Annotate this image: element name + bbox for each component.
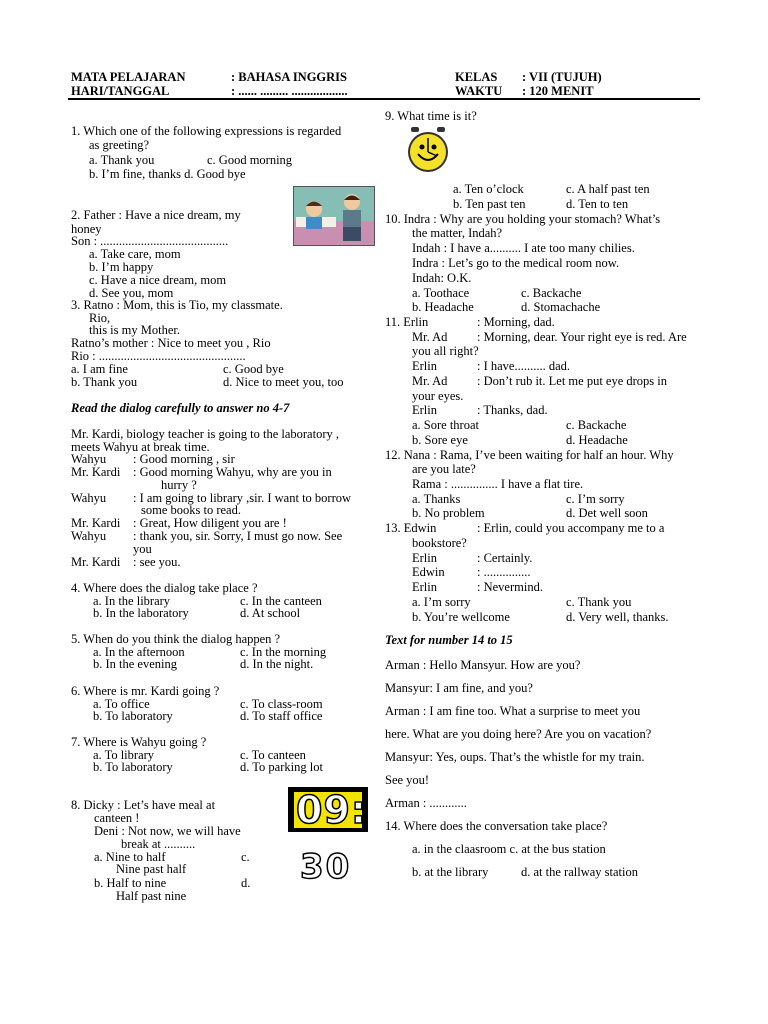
q13-speaker: Erlin xyxy=(412,551,437,565)
q8-option-c-letter: c. xyxy=(241,850,250,864)
dialog-line-cont: you xyxy=(133,542,152,556)
dialog-line: : I am going to library ,sir. I want to borrow xyxy=(133,491,352,505)
q3-rio-line: Rio : ............................................... xyxy=(71,349,246,363)
q9-stem: 9. What time is it? xyxy=(385,109,477,123)
q11-speaker: Mr. Ad xyxy=(412,374,448,388)
q3-option-b: b. Thank you xyxy=(71,375,138,389)
q7-stem: 7. Where is Wahyu going ? xyxy=(71,735,207,749)
q3-mother-line: Ratno’s mother : Nice to meet you , Rio xyxy=(71,336,271,350)
q5-option-c: c. In the morning xyxy=(240,645,327,659)
class-value: : VII (TUJUH) xyxy=(522,70,602,84)
q12-stem-cont: are you late? xyxy=(412,462,476,476)
q2-stem: 2. Father : Have a nice dream, my xyxy=(71,208,241,222)
q10-option-c: c. Backache xyxy=(521,286,582,300)
digital-clock-frame xyxy=(288,787,368,832)
q9-option-b: b. Ten past ten xyxy=(453,197,526,211)
q2-stem-cont: honey xyxy=(71,222,102,236)
q10-option-b: b. Headache xyxy=(412,300,474,314)
q2-son-line: Son : ......................................... xyxy=(71,234,229,248)
dialog-intro: Mr. Kardi, biology teacher is going to the laboratory , xyxy=(71,427,339,441)
q12-option-c: c. I’m sorry xyxy=(566,492,625,506)
q12-option-a: a. Thanks xyxy=(412,492,461,506)
q8-stem-cont2: Deni : Not now, we will have xyxy=(94,824,241,838)
q3-stem-cont2: this is my Mother. xyxy=(89,323,180,337)
time-label: WAKTU xyxy=(455,84,503,98)
q11-option-b: b. Sore eye xyxy=(412,433,468,447)
q4-option-b: b. In the laboratory xyxy=(93,606,189,620)
dialog-line: : Good morning , sir xyxy=(133,452,235,466)
q11-line-cont: your eyes. xyxy=(412,389,464,403)
q11-speaker: Mr. Ad xyxy=(412,330,448,344)
q3-stem: 3. Ratno : Mom, this is Tio, my classmate. xyxy=(71,298,283,312)
dialog-speaker: Mr. Kardi xyxy=(71,555,121,569)
q3-stem-cont: Rio, xyxy=(89,311,111,325)
q11-line: : Thanks, dad. xyxy=(477,403,548,417)
q12-option-d: d. Det well soon xyxy=(566,506,648,520)
q10-option-d: d. Stomachache xyxy=(521,300,601,314)
q2-option-c: c. Have a nice dream, mom xyxy=(89,273,227,287)
father-son-illustration xyxy=(293,186,375,246)
q8-option-d-letter: d. xyxy=(241,876,251,890)
q14-options-row1: a. in the claasroom c. at the bus station xyxy=(412,842,606,856)
q13-option-d: d. Very well, thanks. xyxy=(566,610,669,624)
q4-stem: 4. Where does the dialog take place ? xyxy=(71,581,258,595)
text-line: Mansyur: I am fine, and you? xyxy=(385,681,533,695)
q13-line-cont: bookstore? xyxy=(412,536,467,550)
q8-stem-cont3: break at .......... xyxy=(121,837,196,851)
q7-option-c: c. To canteen xyxy=(240,748,306,762)
q3-option-d: d. Nice to meet you, too xyxy=(223,375,344,389)
q9-option-c: c. A half past ten xyxy=(566,182,650,196)
q6-option-a: a. To office xyxy=(93,697,150,711)
q4-option-a: a. In the library xyxy=(93,594,171,608)
q10-stem-cont: the matter, Indah? xyxy=(412,226,503,240)
q11-speaker: Erlin xyxy=(412,403,437,417)
dialog-speaker: Wahyu xyxy=(71,491,107,505)
q9-option-a: a. Ten o’clock xyxy=(453,182,524,196)
q14-option-b: b. at the library xyxy=(412,865,489,879)
text-line: Arman : I am fine too. What a surprise to meet you xyxy=(385,704,641,718)
dialog-speaker: Wahyu xyxy=(71,529,107,543)
smiley-clock-icon xyxy=(405,126,451,174)
header-divider xyxy=(68,98,700,100)
q1-option-c: c. Good morning xyxy=(207,153,293,167)
day-value: : ...... ......... .................. xyxy=(231,84,348,98)
q8-option-d: Half past nine xyxy=(116,889,187,903)
dialog-line-cont: hurry ? xyxy=(161,478,197,492)
q1-option-a: a. Thank you xyxy=(89,153,155,167)
dialog-speaker: Mr. Kardi xyxy=(71,465,121,479)
q11-line-cont: you all right? xyxy=(412,344,479,358)
q13-line: : ............... xyxy=(477,565,531,579)
q8-stem-cont: canteen ! xyxy=(94,811,140,825)
dialog-line: : thank you, sir. Sorry, I must go now. See xyxy=(133,529,343,543)
q2-option-a: a. Take care, mom xyxy=(89,247,181,261)
text-line: Arman : ............ xyxy=(385,796,467,810)
dialog-line-cont: some books to read. xyxy=(141,503,241,517)
time-value: : 120 MENIT xyxy=(522,84,594,98)
q2-option-d: d. See you, mom xyxy=(89,286,174,300)
q1-stem-cont: as greeting? xyxy=(89,138,150,152)
q8-option-a: a. Nine to half xyxy=(94,850,166,864)
q3-option-c: c. Good bye xyxy=(223,362,284,376)
text-line: here. What are you doing here? Are you on vacation? xyxy=(385,727,652,741)
clock-minutes: 30 xyxy=(300,847,352,887)
q7-option-b: b. To laboratory xyxy=(93,760,173,774)
dialog-line: : Good morning Wahyu, why are you in xyxy=(133,465,332,479)
dialog-speaker: Mr. Kardi xyxy=(71,516,121,530)
subject-label: MATA PELAJARAN xyxy=(71,70,186,84)
dialog-line: : see you. xyxy=(133,555,181,569)
q13-option-b: b. You’re wellcome xyxy=(412,610,510,624)
q12-option-b: b. No problem xyxy=(412,506,485,520)
q10-line: Indah: O.K. xyxy=(412,271,472,285)
q10-line: Indra : Let’s go to the medical room now. xyxy=(412,256,620,270)
class-label: KELAS xyxy=(455,70,498,84)
q8-option-b: b. Half to nine xyxy=(94,876,167,890)
q11-speaker: 11. Erlin xyxy=(385,315,429,329)
q5-option-d: d. In the night. xyxy=(240,657,314,671)
dialog-speaker: Wahyu xyxy=(71,452,107,466)
q13-line: : Nevermind. xyxy=(477,580,543,594)
q10-line: Indah : I have a.......... I ate too many chilies. xyxy=(412,241,635,255)
q13-line: : Erlin, could you accompany me to a xyxy=(477,521,665,535)
q11-option-d: d. Headache xyxy=(566,433,628,447)
subject-value: : BAHASA INGGRIS xyxy=(231,70,347,84)
q12-stem: 12. Nana : Rama, I’ve been waiting for half an hour. Why xyxy=(385,448,674,462)
q14-option-d: d. at the rallway station xyxy=(521,865,638,879)
clock-hours: 09: xyxy=(296,788,368,832)
text-heading: Text for number 14 to 15 xyxy=(385,633,513,647)
q5-stem: 5. When do you think the dialog happen ? xyxy=(71,632,281,646)
q13-line: : Certainly. xyxy=(477,551,533,565)
day-label: HARI/TANGGAL xyxy=(71,84,170,98)
q6-option-c: c. To class-room xyxy=(240,697,323,711)
q4-option-c: c. In the canteen xyxy=(240,594,322,608)
q8-option-c: Nine past half xyxy=(116,862,187,876)
q11-speaker: Erlin xyxy=(412,359,437,373)
text-line: Arman : Hello Mansyur. How are you? xyxy=(385,658,581,672)
text-line: Mansyur: Yes, oups. That’s the whistle for my train. xyxy=(385,750,645,764)
q7-option-d: d. To parking lot xyxy=(240,760,323,774)
q6-stem: 6. Where is mr. Kardi going ? xyxy=(71,684,220,698)
q11-line: : I have.......... dad. xyxy=(477,359,571,373)
q8-stem: 8. Dicky : Let’s have meal at xyxy=(71,798,216,812)
q7-option-a: a. To library xyxy=(93,748,155,762)
q4-option-d: d. At school xyxy=(240,606,301,620)
q11-line: : Don’t rub it. Let me put eye drops in xyxy=(477,374,668,388)
q13-speaker: Erlin xyxy=(412,580,437,594)
q14-stem: 14. Where does the conversation take place? xyxy=(385,819,608,833)
q13-option-c: c. Thank you xyxy=(566,595,632,609)
q3-option-a: a. I am fine xyxy=(71,362,128,376)
q13-speaker: 13. Edwin xyxy=(385,521,437,535)
q10-stem: 10. Indra : Why are you holding your stomach? What’s xyxy=(385,212,661,226)
text-line: See you! xyxy=(385,773,430,787)
q6-option-d: d. To staff office xyxy=(240,709,323,723)
q13-speaker: Edwin xyxy=(412,565,445,579)
q11-option-a: a. Sore throat xyxy=(412,418,479,432)
q5-option-b: b. In the evening xyxy=(93,657,178,671)
q6-option-b: b. To laboratory xyxy=(93,709,173,723)
q11-line: : Morning, dad. xyxy=(477,315,555,329)
q1-option-b: b. I’m fine, thanks d. Good bye xyxy=(89,167,246,181)
dialog-line: : Great, How diligent you are ! xyxy=(133,516,287,530)
q10-option-a: a. Toothace xyxy=(412,286,470,300)
q1-stem: 1. Which one of the following expressions is regarded xyxy=(71,124,342,138)
q9-option-d: d. Ten to ten xyxy=(566,197,629,211)
q2-option-b: b. I’m happy xyxy=(89,260,154,274)
dialog-heading: Read the dialog carefully to answer no 4-7 xyxy=(71,401,290,415)
q13-option-a: a. I’m sorry xyxy=(412,595,471,609)
q11-line: : Morning, dear. Your right eye is red. Are xyxy=(477,330,687,344)
q12-line: Rama : ............... I have a flat tire. xyxy=(412,477,584,491)
q5-option-a: a. In the afternoon xyxy=(93,645,185,659)
q11-option-c: c. Backache xyxy=(566,418,627,432)
dialog-intro-cont: meets Wahyu at break time. xyxy=(71,440,210,454)
